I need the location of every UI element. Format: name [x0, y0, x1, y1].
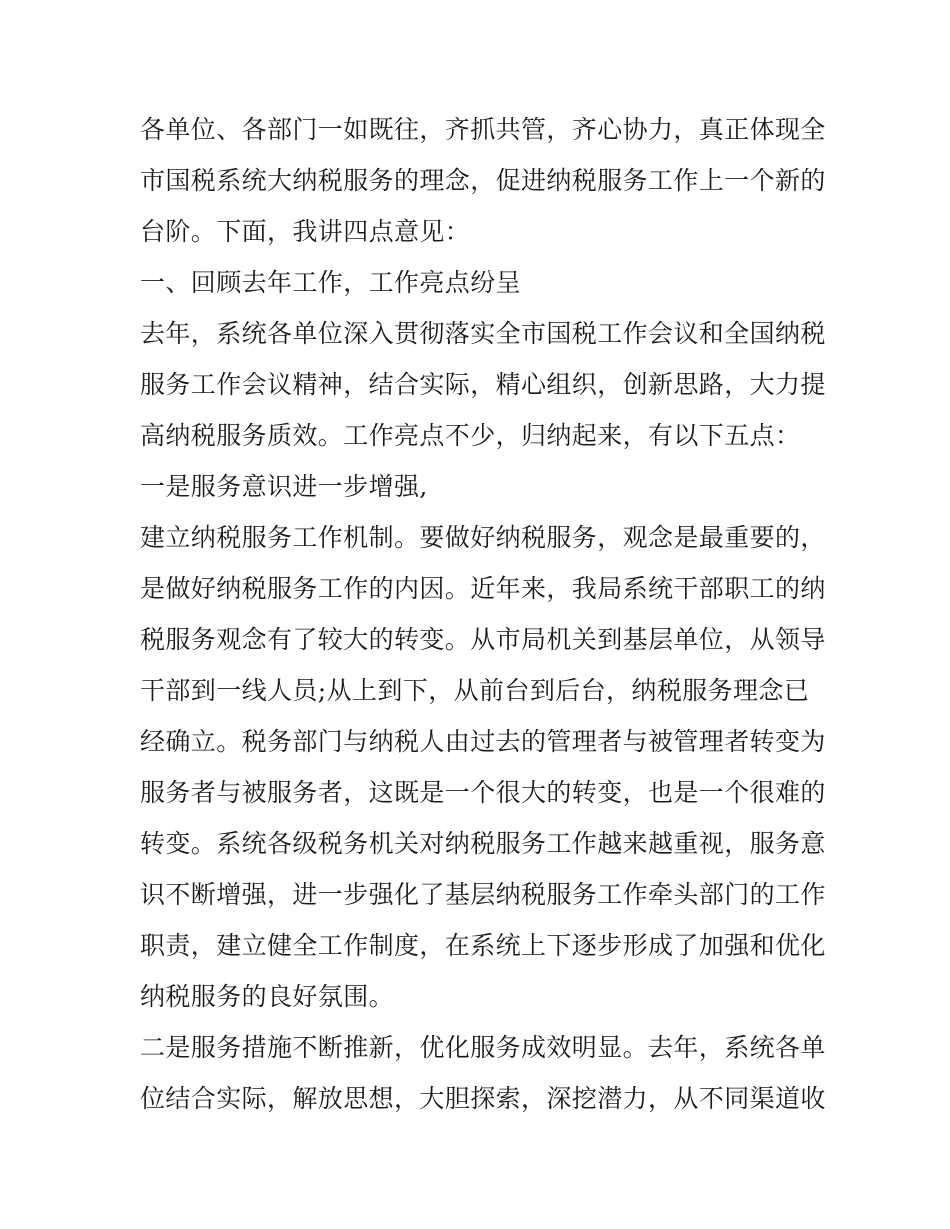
document-body: [140, 104, 826, 1124]
text-line-2: 市国税系统大纳税服务的理念，促进纳税服务工作上一个新的: [140, 166, 826, 195]
text-line-14: 服务者与被服务者，这既是一个很大的转变，也是一个很难的: [140, 778, 826, 807]
text-line-12: 干部到一线人员;从上到下，从前台到后台，纳税服务理念已: [140, 676, 810, 705]
text-line-17: 职责，建立健全工作制度，在系统上下逐步形成了加强和优化: [140, 931, 826, 960]
text-line-3: 台阶。下面，我讲四点意见：: [140, 217, 471, 246]
text-line-19: 二是服务措施不断推新，优化服务成效明显。去年，系统各单: [140, 1033, 826, 1062]
text-line-1: 各单位、各部门一如既往，齐抓共管，齐心协力，真正体现全: [140, 115, 826, 144]
text-line-9: 建立纳税服务工作机制。要做好纳税服务，观念是最重要的，: [140, 523, 826, 552]
text-line-5: 去年，系统各单位深入贯彻落实全市国税工作会议和全国纳税: [140, 319, 826, 348]
text-line-20: 位结合实际，解放思想，大胆探索，深挖潜力，从不同渠道收: [140, 1084, 826, 1113]
text-line-18: 纳税服务的良好氛围。: [140, 982, 395, 1011]
subheading-point-1: 一是服务意识进一步增强,: [140, 472, 428, 501]
text-line-16: 识不断增强，进一步强化了基层纳税服务工作牵头部门的工作: [140, 880, 826, 909]
section-heading-1: 一、回顾去年工作，工作亮点纷呈: [140, 268, 522, 297]
text-line-10: 是做好纳税服务工作的内因。近年来，我局系统干部职工的纳: [140, 574, 826, 603]
text-line-6: 服务工作会议精神，结合实际，精心组织，创新思路，大力提: [140, 370, 826, 399]
text-line-11: 税服务观念有了较大的转变。从市局机关到基层单位，从领导: [140, 625, 826, 654]
text-line-13: 经确立。税务部门与纳税人由过去的管理者与被管理者转变为: [140, 727, 826, 756]
text-line-7: 高纳税服务质效。工作亮点不少，归纳起来，有以下五点：: [140, 421, 801, 450]
text-line-15: 转变。系统各级税务机关对纳税服务工作越来越重视，服务意: [140, 829, 826, 858]
